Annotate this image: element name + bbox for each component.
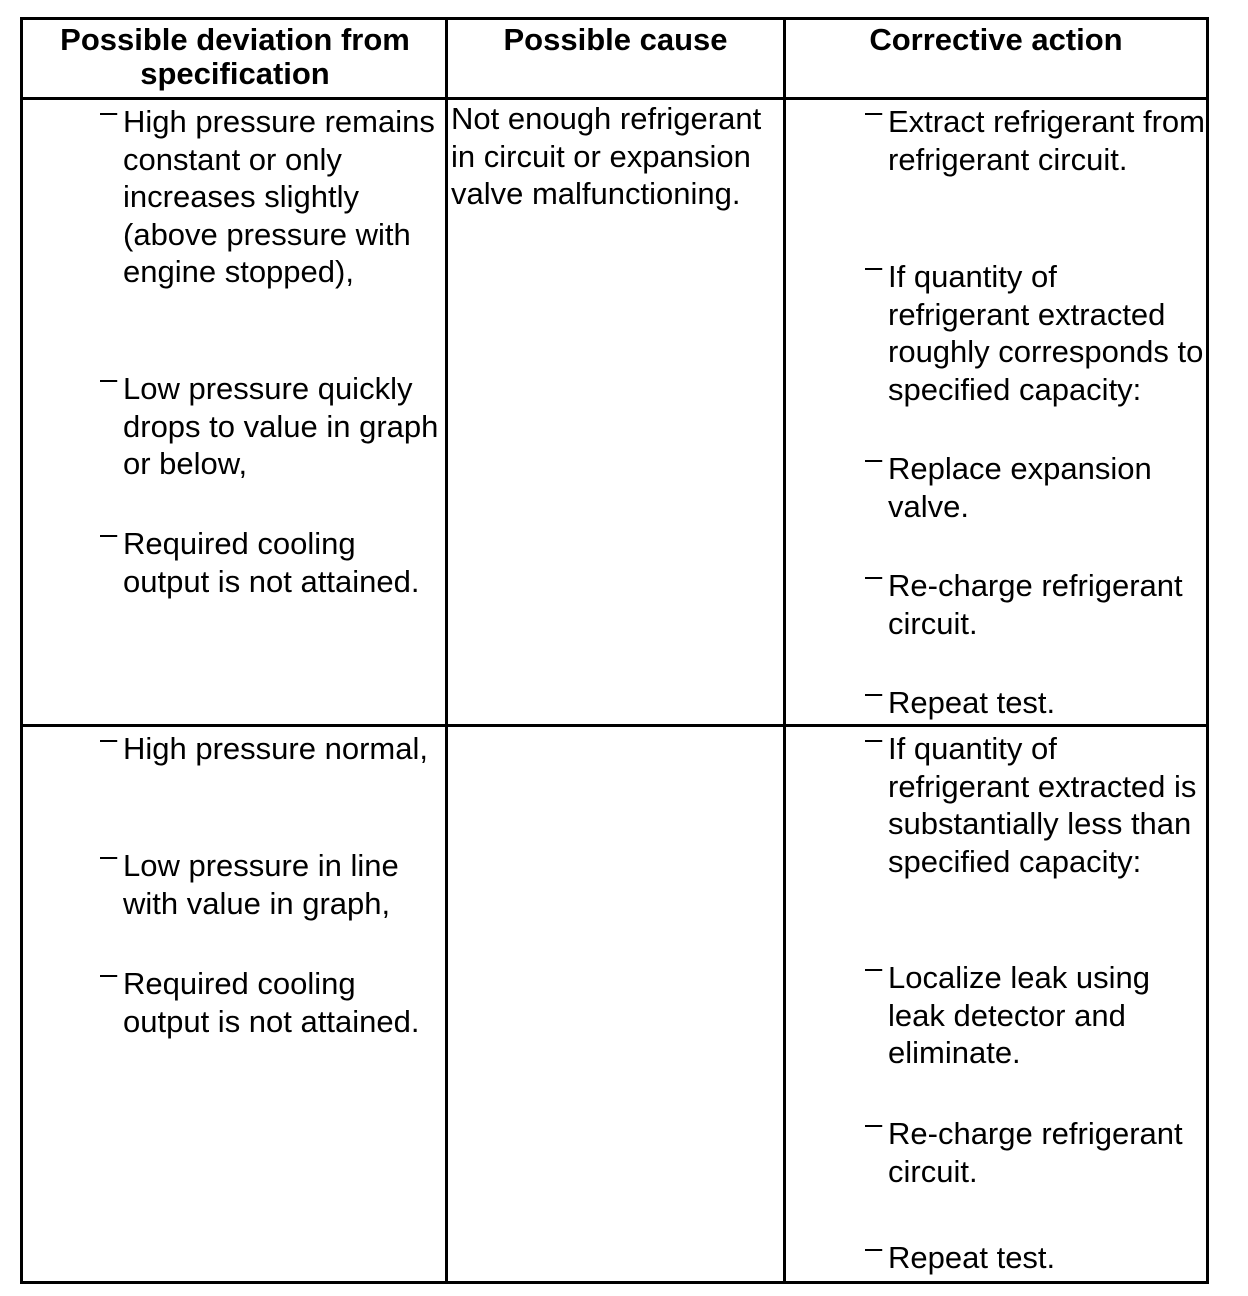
action-text: Re-charge refrigerant circuit.: [888, 1116, 1183, 1189]
action-text: Repeat test.: [888, 685, 1056, 720]
row2-actions: [786, 721, 1206, 1281]
action-text: Extract refrigerant from refrigerant circuit.: [888, 104, 1205, 177]
bullet-dash: –: [865, 558, 883, 593]
bullet-dash: –: [100, 361, 118, 396]
list-item: [865, 94, 1206, 178]
table-border-bottom: [20, 1281, 1209, 1284]
column-divider-1: [445, 17, 448, 1284]
list-item: [100, 516, 445, 600]
header-cause: Possible cause: [503, 22, 728, 57]
troubleshooting-table: [20, 17, 1209, 1283]
list-item: [865, 675, 1206, 722]
bullet-dash: –: [865, 675, 883, 710]
action-text: Localize leak using leak detector and eliminate.: [888, 960, 1150, 1070]
list-item: [100, 361, 445, 483]
row2-deviations: [20, 721, 445, 1281]
list-item: [865, 558, 1206, 642]
deviation-text: High pressure normal,: [123, 731, 428, 766]
list-item: [865, 1230, 1206, 1277]
deviation-text: Low pressure quickly drops to value in graph or below,: [123, 371, 439, 481]
row1-actions: [786, 94, 1206, 724]
bullet-dash: –: [100, 721, 118, 756]
list-item: [865, 1106, 1206, 1190]
bullet-dash: –: [100, 94, 118, 129]
bullet-dash: –: [865, 441, 883, 476]
list-item: [865, 950, 1206, 1072]
bullet-dash: –: [865, 950, 883, 985]
table-border-right: [1206, 17, 1209, 1284]
bullet-dash: –: [865, 94, 883, 129]
list-item: [100, 94, 445, 291]
bullet-dash: –: [865, 249, 883, 284]
deviation-text: Required cooling output is not attained.: [123, 526, 420, 599]
bullet-dash: –: [865, 1106, 883, 1141]
deviation-text: Low pressure in line with value in graph,: [123, 848, 399, 921]
table-border-top: [20, 17, 1209, 20]
deviation-text: Required cooling output is not attained.: [123, 966, 420, 1039]
action-text: If quantity of refrigerant extracted roughly corresponds to specified capacity:: [888, 259, 1204, 407]
header-deviation: Possible deviation from specification: [60, 22, 410, 91]
list-item: [100, 956, 445, 1040]
list-item: [865, 441, 1206, 525]
bullet-dash: –: [865, 721, 883, 756]
header-action: Corrective action: [869, 22, 1123, 57]
list-item: [100, 721, 445, 768]
list-item: [100, 838, 445, 922]
action-text: Re-charge refrigerant circuit.: [888, 568, 1183, 641]
bullet-dash: –: [100, 956, 118, 991]
row1-deviations: [20, 94, 445, 724]
bullet-dash: –: [100, 838, 118, 873]
row1-cause: Not enough refrigerant in circuit or expansion valve malfunctioning.: [451, 101, 762, 211]
action-text: Replace expansion valve.: [888, 451, 1152, 524]
bullet-dash: –: [100, 516, 118, 551]
deviation-text: High pressure remains constant or only increases slightly (above pressure with engine stopped),: [123, 104, 435, 289]
bullet-dash: –: [865, 1230, 883, 1265]
list-item: [865, 249, 1206, 408]
list-item: [865, 721, 1206, 880]
action-text: If quantity of refrigerant extracted is substantially less than specified capacity:: [888, 731, 1197, 879]
action-text: Repeat test.: [888, 1240, 1056, 1275]
